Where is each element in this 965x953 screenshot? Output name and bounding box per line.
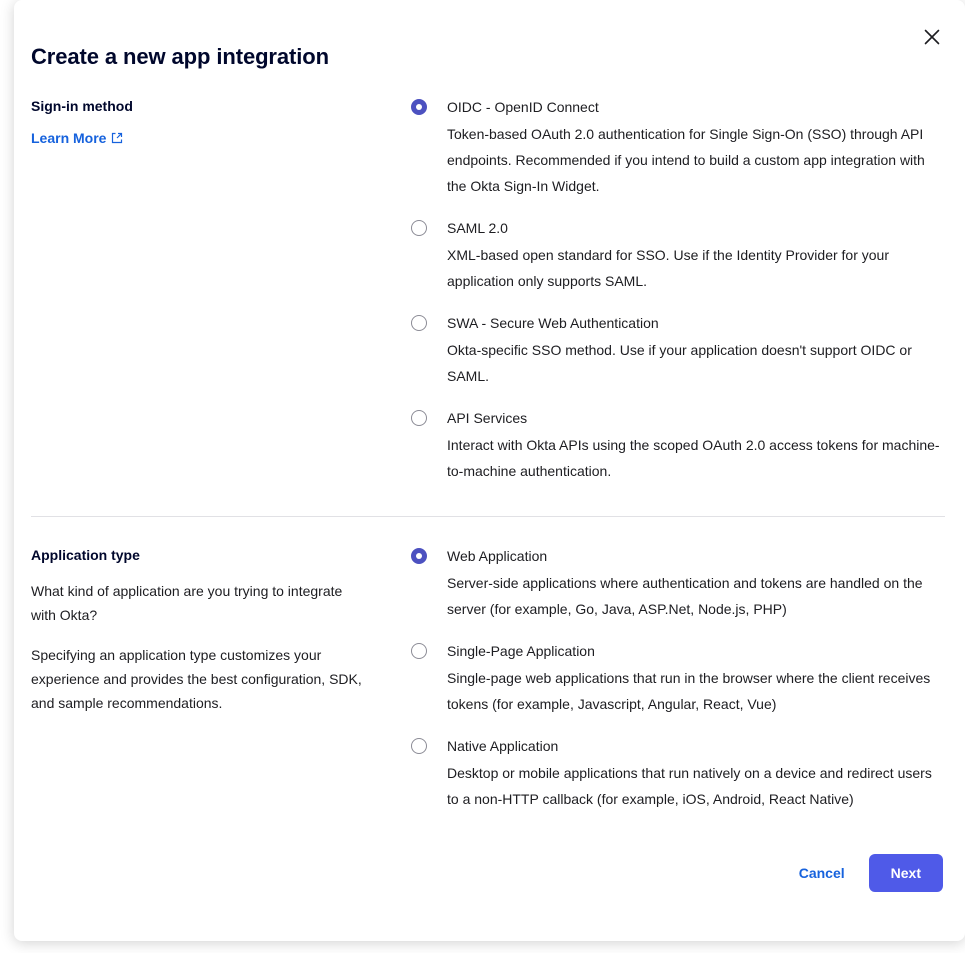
signin-option-saml-description: XML-based open standard for SSO. Use if the Identity Provider for your application only supports SAML. (447, 247, 889, 289)
apptype-option-spa-label: Single-Page Application (447, 643, 595, 659)
application-type-section (31, 545, 945, 812)
signin-option-api-services[interactable] (411, 409, 945, 484)
signin-method-left (31, 96, 411, 148)
signin-option-swa-label: SWA - Secure Web Authentication (447, 315, 659, 331)
close-icon[interactable] (919, 24, 945, 50)
dialog-footer (31, 854, 945, 892)
radio-oidc[interactable] (411, 99, 427, 115)
radio-swa[interactable] (411, 315, 427, 331)
apptype-option-spa-description: Single-page web applications that run in the browser where the client receives tokens (for example, Javascript, Angular, React, Vue) (447, 670, 931, 712)
application-type-heading: Application type (31, 547, 140, 563)
signin-option-oidc-description: Token-based OAuth 2.0 authentication for Single Sign-On (SSO) through API endpoints. Recommended if you intend to build a custom app integration with the Okta Sign-In Widget. (447, 126, 925, 194)
signin-option-swa-description: Okta-specific SSO method. Use if your application doesn't support OIDC or SAML. (447, 342, 912, 384)
apptype-option-spa[interactable] (411, 642, 945, 717)
create-app-integration-dialog (14, 0, 965, 941)
dialog-title: Create a new app integration (31, 44, 329, 69)
apptype-option-native-description: Desktop or mobile applications that run natively on a device and redirect users to a non-HTTP callback (for example, iOS, Android, React Native) (447, 765, 932, 807)
learn-more-link[interactable] (31, 130, 123, 146)
application-type-options (411, 545, 945, 812)
radio-web-application[interactable] (411, 548, 427, 564)
apptype-option-native[interactable] (411, 737, 945, 812)
signin-option-oidc-label: OIDC - OpenID Connect (447, 99, 599, 115)
signin-option-api-services-label: API Services (447, 410, 528, 426)
signin-option-oidc[interactable] (411, 98, 945, 199)
radio-native-application[interactable] (411, 738, 427, 754)
signin-option-api-services-description: Interact with Okta APIs using the scoped OAuth 2.0 access tokens for machine-to-machine authentication. (447, 437, 940, 479)
radio-api-services[interactable] (411, 410, 427, 426)
section-divider (31, 516, 945, 517)
dialog-content (31, 96, 945, 892)
radio-saml[interactable] (411, 220, 427, 236)
signin-option-saml-label: SAML 2.0 (447, 220, 508, 236)
apptype-option-web-label: Web Application (447, 548, 548, 564)
signin-method-options (411, 96, 945, 484)
application-type-description-2: Specifying an application type customizes your experience and provides the best configuration, SDK, and sample recommendations. (31, 647, 362, 711)
application-type-description-1: What kind of application are you trying to integrate with Okta? (31, 583, 343, 623)
background-left-strip (0, 0, 14, 953)
cancel-button[interactable]: Cancel (793, 857, 851, 889)
radio-single-page-application[interactable] (411, 643, 427, 659)
background-bottom-strip (0, 941, 965, 953)
application-type-left (31, 545, 411, 731)
external-link-icon (111, 132, 123, 144)
next-button[interactable]: Next (869, 854, 943, 892)
apptype-option-web-description: Server-side applications where authentication and tokens are handled on the server (for example, Go, Java, ASP.Net, Node.js, PHP) (447, 575, 923, 617)
apptype-option-web[interactable] (411, 547, 945, 622)
signin-method-heading: Sign-in method (31, 98, 133, 114)
learn-more-label: Learn More (31, 130, 107, 146)
signin-option-swa[interactable] (411, 314, 945, 389)
signin-method-section (31, 96, 945, 484)
apptype-option-native-label: Native Application (447, 738, 559, 754)
signin-option-saml[interactable] (411, 219, 945, 294)
